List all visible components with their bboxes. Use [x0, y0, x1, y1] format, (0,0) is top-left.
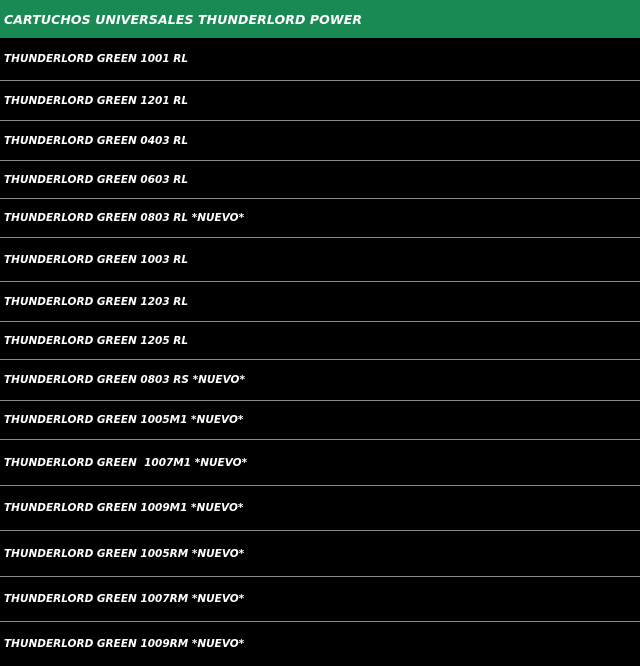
table-row[interactable]: THUNDERLORD GREEN 1007RM *NUEVO* [0, 576, 640, 621]
table-row[interactable]: THUNDERLORD GREEN 0603 RL [0, 160, 640, 198]
table-row[interactable]: THUNDERLORD GREEN 1005RM *NUEVO* [0, 530, 640, 576]
table-row[interactable]: THUNDERLORD GREEN 1009RM *NUEVO* [0, 621, 640, 666]
table-row[interactable]: THUNDERLORD GREEN 1005M1 *NUEVO* [0, 400, 640, 439]
table-row[interactable]: THUNDERLORD GREEN 0803 RS *NUEVO* [0, 359, 640, 400]
table-row[interactable]: THUNDERLORD GREEN 0803 RL *NUEVO* [0, 198, 640, 237]
table-row[interactable]: THUNDERLORD GREEN 1203 RL [0, 281, 640, 321]
table-row[interactable]: THUNDERLORD GREEN 1009M1 *NUEVO* [0, 485, 640, 530]
table-row[interactable]: THUNDERLORD GREEN 1003 RL [0, 237, 640, 281]
table-row[interactable]: THUNDERLORD GREEN 1007M1 *NUEVO* [0, 439, 640, 485]
table-row[interactable]: THUNDERLORD GREEN 1205 RL [0, 321, 640, 359]
table-row[interactable]: THUNDERLORD GREEN 0403 RL [0, 120, 640, 160]
table-row[interactable]: THUNDERLORD GREEN 1001 RL [4, 53, 189, 65]
table-header: CARTUCHOS UNIVERSALES THUNDERLORD POWER [0, 0, 640, 38]
table-row[interactable]: THUNDERLORD GREEN 1201 RL [0, 80, 640, 120]
